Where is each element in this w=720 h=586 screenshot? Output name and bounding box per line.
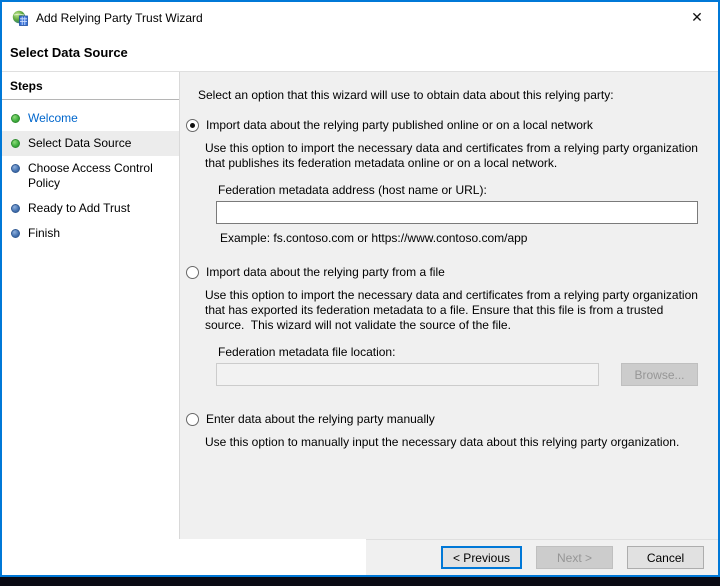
next-button[interactable]: Next > (536, 546, 613, 569)
step-complete-icon (11, 139, 20, 148)
content-pane (180, 72, 718, 539)
window-title: Add Relying Party Trust Wizard (36, 11, 203, 25)
step-upcoming-icon (11, 164, 20, 173)
federation-metadata-address-label: Federation metadata address (host name or URL): (218, 183, 487, 197)
intro-text: Select an option that this wizard will use to obtain data about this relying party: (198, 88, 614, 102)
radio-import-file[interactable] (186, 266, 199, 279)
sidebar-item-welcome[interactable] (2, 106, 179, 131)
radio-import-online[interactable] (186, 119, 199, 132)
federation-metadata-address-input[interactable] (216, 201, 698, 224)
wizard-header (2, 34, 718, 72)
option-import-online[interactable] (186, 118, 698, 133)
option-label: Enter data about the relying party manually (206, 412, 435, 426)
close-button[interactable] (676, 2, 718, 32)
previous-button[interactable]: < Previous (441, 546, 522, 569)
sidebar-item-choose-access-control-policy (2, 156, 179, 196)
step-upcoming-icon (11, 229, 20, 238)
sidebar-item-finish (2, 221, 179, 246)
federation-metadata-file-input[interactable] (216, 363, 599, 386)
step-label: Welcome (28, 111, 78, 125)
option-import-file[interactable] (186, 265, 698, 280)
step-label: Select Data Source (28, 136, 132, 150)
close-icon: ✕ (691, 8, 703, 25)
title-bar (2, 2, 718, 34)
sidebar-item-select-data-source (2, 131, 179, 156)
step-label: Choose Access Control Policy (28, 161, 153, 190)
option-import-file-description: Use this option to import the necessary data and certificates from a relying party organization that has exported its federation metadata to a file. Ensure that this file is from a trusted source. This wizard will not validate the source of the file. (205, 288, 702, 332)
step-complete-icon (11, 114, 20, 123)
step-label: Ready to Add Trust (28, 201, 131, 215)
radio-enter-manually[interactable] (186, 413, 199, 426)
option-import-online-description: Use this option to import the necessary data and certificates from a relying party organization that publishes its federation metadata online or on a local network. (205, 141, 702, 170)
option-enter-manually[interactable] (186, 412, 698, 427)
browse-button[interactable]: Browse... (621, 363, 698, 386)
footer-left-panel (2, 539, 366, 575)
steps-panel-title: Steps (2, 72, 179, 100)
steps-list (2, 100, 179, 246)
sidebar-item-ready-to-add-trust (2, 196, 179, 221)
cancel-button[interactable]: Cancel (627, 546, 704, 569)
step-upcoming-icon (11, 204, 20, 213)
steps-panel (2, 72, 180, 539)
wizard-body (2, 72, 718, 539)
option-enter-manually-description: Use this option to manually input the necessary data about this relying party organization. (205, 435, 680, 449)
option-label: Import data about the relying party published online or on a local network (206, 118, 593, 132)
wizard-app-icon (12, 10, 29, 27)
federation-metadata-file-label: Federation metadata file location: (218, 345, 396, 359)
metadata-address-example: Example: fs.contoso.com or https://www.contoso.com/app (220, 231, 528, 245)
file-location-row (216, 363, 698, 386)
page-title: Select Data Source (10, 45, 128, 60)
button-bar (2, 539, 718, 575)
option-label: Import data about the relying party from a file (206, 265, 445, 279)
step-label: Finish (28, 226, 61, 240)
footer-buttons (366, 539, 718, 575)
